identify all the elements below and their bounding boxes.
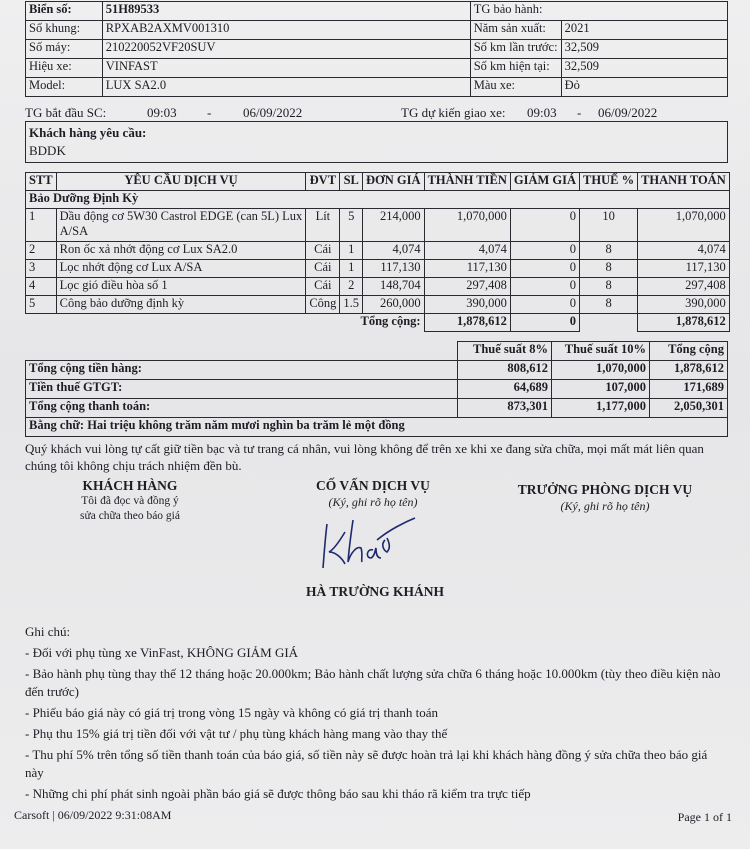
summary-v10: 107,000 bbox=[552, 380, 650, 399]
summary-row bbox=[26, 399, 728, 418]
customer-signature-block bbox=[50, 478, 210, 524]
col-tax: THUẾ % bbox=[580, 173, 638, 191]
customer-request-value: BDDK bbox=[29, 143, 66, 158]
services-header-row bbox=[26, 173, 730, 191]
col-qty: SL bbox=[340, 173, 363, 191]
amount-in-words-label: Bằng chữ: bbox=[29, 418, 85, 432]
summary-col-8: Thuế suất 8% bbox=[458, 342, 552, 361]
label-model: Model: bbox=[26, 78, 103, 97]
row-unit: Công bbox=[306, 296, 340, 314]
row-unit: Cái bbox=[306, 278, 340, 296]
footer-right: Page 1 of 1 bbox=[677, 810, 732, 824]
summary-col-10: Thuế suất 10% bbox=[552, 342, 650, 361]
summary-v8: 64,689 bbox=[458, 380, 552, 399]
label-nam-sx: Năm sản xuất: bbox=[470, 21, 561, 40]
services-table bbox=[25, 172, 730, 332]
value-bien-so: 51H89533 bbox=[102, 2, 470, 21]
row-qty: 5 bbox=[340, 209, 363, 242]
advisor-signature-block bbox=[278, 478, 468, 510]
footer-left: Carsoft | 06/09/2022 9:31:08AM bbox=[14, 808, 172, 822]
row-stt: 5 bbox=[26, 296, 57, 314]
value-km-hien-tai: 32,509 bbox=[561, 59, 727, 78]
summary-row bbox=[26, 380, 728, 399]
summary-label: Tổng cộng tiền hàng: bbox=[26, 361, 458, 380]
row-stt: 4 bbox=[26, 278, 57, 296]
label-mau-xe: Màu xe: bbox=[470, 78, 561, 97]
label-bien-so: Biển số: bbox=[26, 2, 103, 21]
row-qty: 1 bbox=[340, 242, 363, 260]
services-total-pay: 1,878,612 bbox=[638, 314, 730, 332]
services-total-row bbox=[26, 314, 730, 332]
row-total: 390,000 bbox=[638, 296, 730, 314]
row-price: 260,000 bbox=[363, 296, 425, 314]
summary-v8: 808,612 bbox=[458, 361, 552, 380]
amount-in-words-row bbox=[26, 418, 728, 437]
timing-row bbox=[25, 103, 728, 121]
row-total: 297,408 bbox=[638, 278, 730, 296]
advisor-title: CỐ VẤN DỊCH VỤ bbox=[316, 478, 430, 493]
note-item: - Phụ thu 15% giá trị tiền đối với vật tư / phụ tùng khách hàng mang vào thay thế bbox=[25, 726, 448, 741]
row-price: 4,074 bbox=[363, 242, 425, 260]
row-desc-line1: Dầu động cơ 5W30 Castrol EDGE (can 5L) Lux bbox=[59, 209, 303, 223]
service-group: Bảo Dưỡng Định Kỳ bbox=[26, 191, 730, 209]
advisor-sub: (Ký, ghi rõ họ tên) bbox=[328, 495, 418, 509]
table-row bbox=[26, 209, 730, 242]
row-price: 117,130 bbox=[363, 260, 425, 278]
customer-request-label: Khách hàng yêu cầu: bbox=[29, 125, 147, 140]
label-km-truoc: Số km lần trước: bbox=[470, 40, 561, 59]
note-item: - Thu phí 5% trên tổng số tiền thanh toán của báo giá, số tiền này sẽ được hoàn trả lại khi khách hàng đồng ý sửa chữa theo báo giá này bbox=[25, 747, 708, 780]
label-hieu-xe: Hiệu xe: bbox=[26, 59, 103, 78]
note-item: - Bảo hành phụ tùng thay thế 12 tháng hoặc 20.000km; Bảo hành chất lượng sửa chữa 6 tháng hoặc 10.000km (tùy theo điều kiện nào đến trước) bbox=[25, 666, 721, 699]
table-row bbox=[26, 296, 730, 314]
summary-label: Tiền thuế GTGT: bbox=[26, 380, 458, 399]
row-tax: 8 bbox=[580, 260, 638, 278]
note-item: - Phiếu báo giá này có giá trị trong vòng 15 ngày và không có giá trị thanh toán bbox=[25, 705, 439, 720]
notes-section bbox=[25, 623, 725, 806]
manager-signature-block bbox=[505, 482, 705, 514]
row-total: 4,074 bbox=[638, 242, 730, 260]
customer-title: KHÁCH HÀNG bbox=[82, 478, 178, 493]
row-tax: 8 bbox=[580, 278, 638, 296]
row-tax: 8 bbox=[580, 242, 638, 260]
row-unit: Cái bbox=[306, 260, 340, 278]
summary-total: 171,689 bbox=[650, 380, 728, 399]
customer-request-box bbox=[25, 121, 728, 163]
table-row bbox=[26, 260, 730, 278]
summary-row bbox=[26, 361, 728, 380]
row-tax: 8 bbox=[580, 296, 638, 314]
row-desc: Ron ốc xả nhớt động cơ Lux SA2.0 bbox=[56, 242, 306, 260]
value-model: LUX SA2.0 bbox=[102, 78, 470, 97]
customer-line1: Tôi đã đọc và đồng ý bbox=[81, 495, 179, 507]
manager-title: TRƯỞNG PHÒNG DỊCH VỤ bbox=[517, 482, 693, 497]
value-hieu-xe: VINFAST bbox=[102, 59, 470, 78]
col-desc: YÊU CẦU DỊCH VỤ bbox=[56, 173, 306, 191]
row-stt: 1 bbox=[26, 209, 57, 242]
row-tax: 10 bbox=[580, 209, 638, 242]
row-amount: 1,070,000 bbox=[424, 209, 510, 242]
services-total-amount: 1,878,612 bbox=[424, 314, 510, 332]
end-date: 06/09/2022 bbox=[598, 105, 658, 120]
vehicle-info-table bbox=[25, 1, 728, 97]
row-price: 214,000 bbox=[363, 209, 425, 242]
col-unit: ĐVT bbox=[306, 173, 340, 191]
col-price: ĐƠN GIÁ bbox=[363, 173, 425, 191]
start-time: 09:03 bbox=[147, 105, 177, 120]
summary-total: 1,878,612 bbox=[650, 361, 728, 380]
row-qty: 1 bbox=[340, 260, 363, 278]
label-so-khung: Số khung: bbox=[26, 21, 103, 40]
handwritten-signature bbox=[315, 512, 425, 572]
value-so-khung: RPXAB2AXMV001310 bbox=[102, 21, 470, 40]
table-row bbox=[26, 278, 730, 296]
value-mau-xe: Đỏ bbox=[561, 78, 727, 97]
summary-label: Tổng cộng thanh toán: bbox=[26, 399, 458, 418]
row-desc: Lọc nhớt động cơ Lux A/SA bbox=[56, 260, 306, 278]
summary-v8: 873,301 bbox=[458, 399, 552, 418]
note-item: - Đối với phụ tùng xe VinFast, KHÔNG GIẢM GIÁ bbox=[25, 645, 299, 660]
row-discount: 0 bbox=[510, 296, 579, 314]
label-so-may: Số máy: bbox=[26, 40, 103, 59]
row-total: 117,130 bbox=[638, 260, 730, 278]
manager-sub: (Ký, ghi rõ họ tên) bbox=[560, 499, 650, 513]
services-total-discount: 0 bbox=[510, 314, 579, 332]
col-stt: STT bbox=[26, 173, 57, 191]
start-label: TG bắt đầu SC: bbox=[25, 105, 107, 120]
row-desc: Lọc gió điều hòa số 1 bbox=[56, 278, 306, 296]
row-discount: 0 bbox=[510, 242, 579, 260]
amount-in-words: Hai triệu không trăm năm mươi nghìn ba trăm lẻ một đồng bbox=[87, 418, 405, 432]
row-stt: 2 bbox=[26, 242, 57, 260]
row-discount: 0 bbox=[510, 278, 579, 296]
value-nam-sx: 2021 bbox=[561, 21, 727, 40]
row-unit: Cái bbox=[306, 242, 340, 260]
row-stt: 3 bbox=[26, 260, 57, 278]
note-item: - Những chi phí phát sinh ngoài phần báo giá sẽ được thông báo sau khi tháo rã kiểm tra trực tiếp bbox=[25, 786, 531, 801]
summary-header-row bbox=[26, 342, 728, 361]
start-dash: - bbox=[207, 105, 212, 120]
label-tg-bao-hanh: TG bảo hành: bbox=[470, 2, 727, 21]
row-total: 1,070,000 bbox=[638, 209, 730, 242]
label-km-hien-tai: Số km hiện tại: bbox=[470, 59, 561, 78]
customer-line2: sửa chữa theo báo giá bbox=[80, 510, 180, 522]
advisor-name-block bbox=[240, 584, 510, 600]
notes-title: Ghi chú: bbox=[25, 624, 71, 639]
value-so-may: 210220052VF20SUV bbox=[102, 40, 470, 59]
notice-text: Quý khách vui lòng tự cất giữ tiền bạc và tư trang cá nhân, vui lòng không để trên xe khi xe đang sửa chữa, mọi mất mát liên quan chúng tôi không chịu trách nhiệm đền bù. bbox=[25, 441, 704, 473]
summary-col-total: Tổng cộng bbox=[650, 342, 728, 361]
row-price: 148,704 bbox=[363, 278, 425, 296]
col-total: THANH TOÁN bbox=[638, 173, 730, 191]
row-desc: Công bảo dưỡng định kỳ bbox=[56, 296, 306, 314]
row-discount: 0 bbox=[510, 260, 579, 278]
services-total-label: Tổng cộng: bbox=[26, 314, 425, 332]
row-amount: 4,074 bbox=[424, 242, 510, 260]
row-qty: 1.5 bbox=[340, 296, 363, 314]
table-row bbox=[26, 242, 730, 260]
value-km-truoc: 32,509 bbox=[561, 40, 727, 59]
summary-v10: 1,177,000 bbox=[552, 399, 650, 418]
row-amount: 297,408 bbox=[424, 278, 510, 296]
end-time: 09:03 bbox=[527, 105, 557, 120]
end-dash: - bbox=[577, 105, 582, 120]
summary-total: 2,050,301 bbox=[650, 399, 728, 418]
row-discount: 0 bbox=[510, 209, 579, 242]
row-unit: Lít bbox=[306, 209, 340, 242]
row-amount: 117,130 bbox=[424, 260, 510, 278]
start-date: 06/09/2022 bbox=[243, 105, 303, 120]
end-label: TG dự kiến giao xe: bbox=[401, 105, 506, 120]
row-desc bbox=[56, 209, 306, 242]
advisor-name: HÀ TRƯỜNG KHÁNH bbox=[305, 584, 444, 599]
row-desc-line2: A/SA bbox=[59, 224, 89, 238]
row-amount: 390,000 bbox=[424, 296, 510, 314]
col-discount: GIẢM GIÁ bbox=[510, 173, 579, 191]
col-amount: THÀNH TIỀN bbox=[424, 173, 510, 191]
row-qty: 2 bbox=[340, 278, 363, 296]
summary-v10: 1,070,000 bbox=[552, 361, 650, 380]
summary-table bbox=[25, 341, 728, 437]
